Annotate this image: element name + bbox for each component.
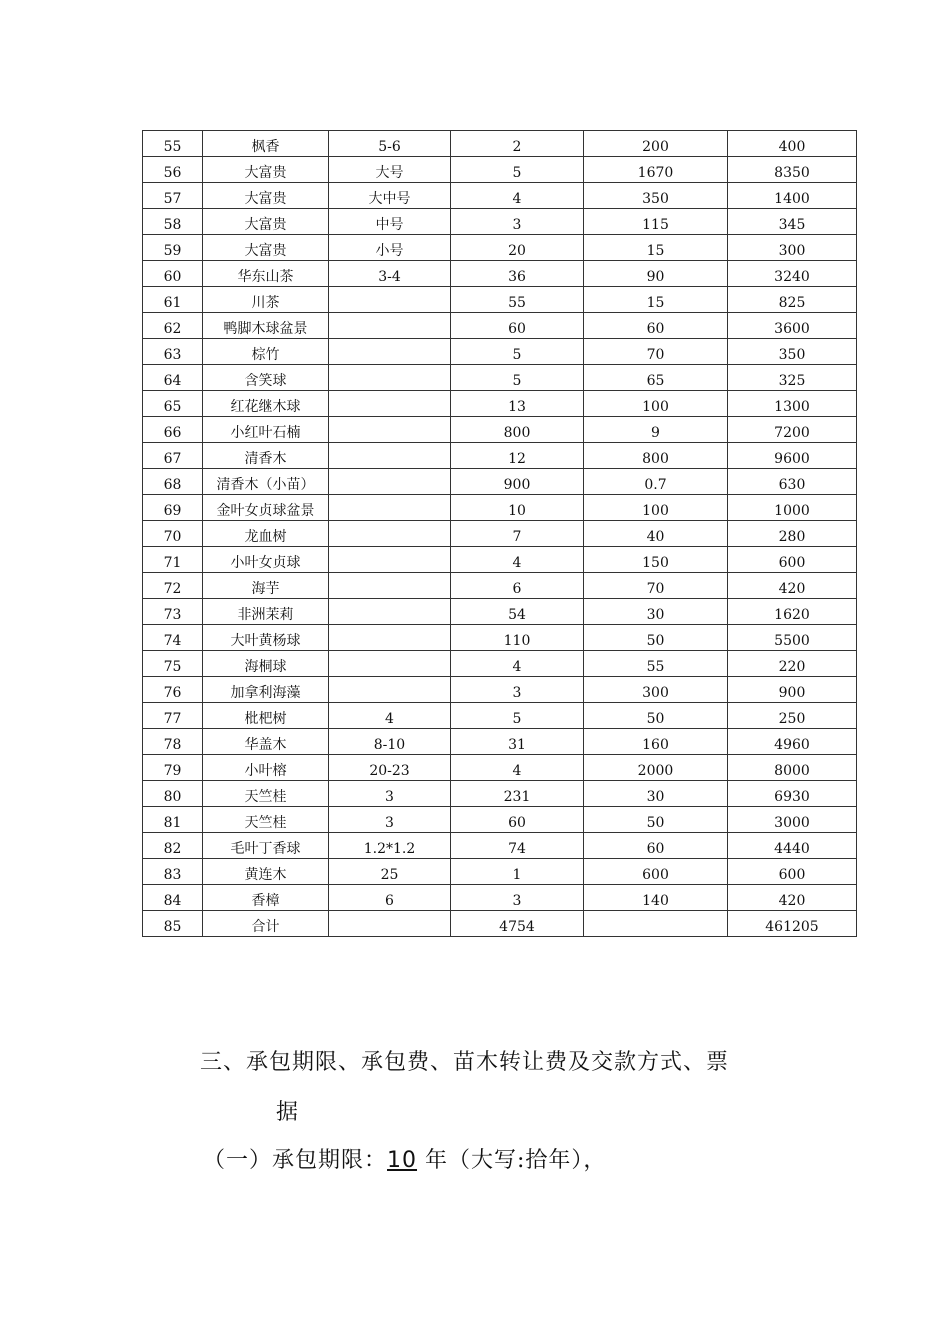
row-number-cell: 69 <box>143 495 203 521</box>
row-number-cell: 70 <box>143 521 203 547</box>
unit-price-cell: 90 <box>584 261 728 287</box>
unit-price-cell: 115 <box>584 209 728 235</box>
clause-prefix: （一）承包期限： <box>203 1148 388 1173</box>
unit-price-cell: 15 <box>584 235 728 261</box>
spec-cell <box>329 495 451 521</box>
plant-name-cell: 非洲茉莉 <box>203 599 329 625</box>
row-number-cell: 62 <box>143 313 203 339</box>
amount-cell: 600 <box>728 547 857 573</box>
table-row <box>143 625 857 651</box>
plant-name-cell: 鸭脚木球盆景 <box>203 313 329 339</box>
quantity-cell: 20 <box>451 235 584 261</box>
plant-name-cell: 枇杷树 <box>203 703 329 729</box>
table-row <box>143 469 857 495</box>
amount-cell: 420 <box>728 885 857 911</box>
unit-price-cell: 150 <box>584 547 728 573</box>
row-number-cell: 80 <box>143 781 203 807</box>
section-heading: 三、承包期限、承包费、苗木转让费及交款方式、票 <box>200 1050 730 1075</box>
table-row <box>143 885 857 911</box>
plant-name-cell: 大富贵 <box>203 235 329 261</box>
table-row <box>143 157 857 183</box>
quantity-cell: 7 <box>451 521 584 547</box>
unit-price-cell: 9 <box>584 417 728 443</box>
plant-name-cell: 大富贵 <box>203 209 329 235</box>
quantity-cell: 4 <box>451 755 584 781</box>
amount-cell: 825 <box>728 287 857 313</box>
row-number-cell: 82 <box>143 833 203 859</box>
spec-cell <box>329 911 451 937</box>
row-number-cell: 78 <box>143 729 203 755</box>
spec-cell: 4 <box>329 703 451 729</box>
table-row <box>143 131 857 157</box>
row-number-cell: 77 <box>143 703 203 729</box>
quantity-cell: 110 <box>451 625 584 651</box>
row-number-cell: 55 <box>143 131 203 157</box>
quantity-cell: 1 <box>451 859 584 885</box>
row-number-cell: 63 <box>143 339 203 365</box>
row-number-cell: 56 <box>143 157 203 183</box>
spec-cell: 5-6 <box>329 131 451 157</box>
amount-cell: 900 <box>728 677 857 703</box>
row-number-cell: 57 <box>143 183 203 209</box>
plant-name-cell: 金叶女贞球盆景 <box>203 495 329 521</box>
quantity-cell: 2 <box>451 131 584 157</box>
table-row <box>143 339 857 365</box>
amount-cell: 3240 <box>728 261 857 287</box>
spec-cell <box>329 547 451 573</box>
table-row <box>143 859 857 885</box>
amount-cell: 1300 <box>728 391 857 417</box>
quantity-cell: 900 <box>451 469 584 495</box>
plant-name-cell: 海桐球 <box>203 651 329 677</box>
unit-price-cell: 40 <box>584 521 728 547</box>
plant-name-cell: 毛叶丁香球 <box>203 833 329 859</box>
unit-price-cell: 70 <box>584 339 728 365</box>
amount-cell: 8350 <box>728 157 857 183</box>
plant-name-cell: 华盖木 <box>203 729 329 755</box>
unit-price-cell: 65 <box>584 365 728 391</box>
plant-name-cell: 加拿利海藻 <box>203 677 329 703</box>
contract-term-years: 10 <box>387 1148 418 1173</box>
spec-cell <box>329 469 451 495</box>
plant-name-cell: 枫香 <box>203 131 329 157</box>
quantity-cell: 5 <box>451 703 584 729</box>
unit-price-cell: 50 <box>584 703 728 729</box>
table-row <box>143 287 857 313</box>
plant-name-cell: 华东山茶 <box>203 261 329 287</box>
unit-price-cell: 15 <box>584 287 728 313</box>
unit-price-cell: 600 <box>584 859 728 885</box>
unit-price-cell: 55 <box>584 651 728 677</box>
plant-name-cell: 红花继木球 <box>203 391 329 417</box>
row-number-cell: 59 <box>143 235 203 261</box>
row-number-cell: 79 <box>143 755 203 781</box>
row-number-cell: 83 <box>143 859 203 885</box>
plant-name-cell: 大叶黄杨球 <box>203 625 329 651</box>
unit-price-cell: 100 <box>584 495 728 521</box>
contract-term-clause <box>203 1143 606 1174</box>
spec-cell: 1.2*1.2 <box>329 833 451 859</box>
unit-price-cell: 160 <box>584 729 728 755</box>
unit-price-cell <box>584 911 728 937</box>
unit-price-cell: 100 <box>584 391 728 417</box>
spec-cell <box>329 365 451 391</box>
quantity-cell: 31 <box>451 729 584 755</box>
quantity-cell: 12 <box>451 443 584 469</box>
row-number-cell: 71 <box>143 547 203 573</box>
amount-cell: 420 <box>728 573 857 599</box>
spec-cell <box>329 417 451 443</box>
plant-name-cell: 棕竹 <box>203 339 329 365</box>
row-number-cell: 68 <box>143 469 203 495</box>
amount-cell: 7200 <box>728 417 857 443</box>
section-heading-continuation: 据 <box>276 1100 299 1125</box>
quantity-cell: 60 <box>451 313 584 339</box>
plant-name-cell: 天竺桂 <box>203 807 329 833</box>
unit-price-cell: 2000 <box>584 755 728 781</box>
amount-cell: 350 <box>728 339 857 365</box>
table-row <box>143 313 857 339</box>
quantity-cell: 3 <box>451 885 584 911</box>
table-row <box>143 495 857 521</box>
quantity-cell: 13 <box>451 391 584 417</box>
table-row <box>143 521 857 547</box>
amount-cell: 630 <box>728 469 857 495</box>
quantity-cell: 36 <box>451 261 584 287</box>
quantity-cell: 4 <box>451 183 584 209</box>
spec-cell <box>329 651 451 677</box>
plant-name-cell: 大富贵 <box>203 157 329 183</box>
plant-name-cell: 小叶榕 <box>203 755 329 781</box>
spec-cell: 3 <box>329 781 451 807</box>
unit-price-cell: 50 <box>584 807 728 833</box>
amount-cell: 345 <box>728 209 857 235</box>
row-number-cell: 65 <box>143 391 203 417</box>
table-row <box>143 677 857 703</box>
unit-price-cell: 300 <box>584 677 728 703</box>
table-row <box>143 703 857 729</box>
quantity-cell: 6 <box>451 573 584 599</box>
quantity-cell: 10 <box>451 495 584 521</box>
row-number-cell: 76 <box>143 677 203 703</box>
plant-name-cell: 香樟 <box>203 885 329 911</box>
amount-cell: 250 <box>728 703 857 729</box>
unit-price-cell: 350 <box>584 183 728 209</box>
table-row <box>143 391 857 417</box>
clause-suffix: 年（大写:拾年）， <box>417 1148 607 1173</box>
row-number-cell: 85 <box>143 911 203 937</box>
plant-name-cell: 小红叶石楠 <box>203 417 329 443</box>
amount-cell: 3000 <box>728 807 857 833</box>
amount-cell: 600 <box>728 859 857 885</box>
unit-price-cell: 30 <box>584 781 728 807</box>
table-row <box>143 443 857 469</box>
quantity-cell: 55 <box>451 287 584 313</box>
row-number-cell: 61 <box>143 287 203 313</box>
spec-cell: 8-10 <box>329 729 451 755</box>
table-row <box>143 261 857 287</box>
amount-cell: 325 <box>728 365 857 391</box>
amount-cell: 400 <box>728 131 857 157</box>
spec-cell <box>329 443 451 469</box>
quantity-cell: 4754 <box>451 911 584 937</box>
amount-cell: 6930 <box>728 781 857 807</box>
table-row <box>143 781 857 807</box>
quantity-cell: 54 <box>451 599 584 625</box>
amount-cell: 1400 <box>728 183 857 209</box>
quantity-cell: 60 <box>451 807 584 833</box>
row-number-cell: 84 <box>143 885 203 911</box>
unit-price-cell: 50 <box>584 625 728 651</box>
amount-cell: 300 <box>728 235 857 261</box>
spec-cell <box>329 391 451 417</box>
amount-cell: 5500 <box>728 625 857 651</box>
spec-cell <box>329 599 451 625</box>
quantity-cell: 4 <box>451 547 584 573</box>
row-number-cell: 64 <box>143 365 203 391</box>
plant-name-cell: 清香木 <box>203 443 329 469</box>
spec-cell <box>329 625 451 651</box>
unit-price-cell: 60 <box>584 313 728 339</box>
table-row <box>143 651 857 677</box>
amount-cell: 220 <box>728 651 857 677</box>
row-number-cell: 81 <box>143 807 203 833</box>
spec-cell: 6 <box>329 885 451 911</box>
plant-name-cell: 小叶女贞球 <box>203 547 329 573</box>
amount-cell: 1000 <box>728 495 857 521</box>
spec-cell: 3-4 <box>329 261 451 287</box>
unit-price-cell: 70 <box>584 573 728 599</box>
table-row <box>143 417 857 443</box>
quantity-cell: 800 <box>451 417 584 443</box>
amount-cell: 1620 <box>728 599 857 625</box>
quantity-cell: 3 <box>451 677 584 703</box>
unit-price-cell: 200 <box>584 131 728 157</box>
quantity-cell: 4 <box>451 651 584 677</box>
spec-cell: 小号 <box>329 235 451 261</box>
spec-cell: 3 <box>329 807 451 833</box>
spec-cell: 25 <box>329 859 451 885</box>
spec-cell: 20-23 <box>329 755 451 781</box>
row-number-cell: 67 <box>143 443 203 469</box>
row-number-cell: 74 <box>143 625 203 651</box>
spec-cell: 中号 <box>329 209 451 235</box>
row-number-cell: 75 <box>143 651 203 677</box>
quantity-cell: 231 <box>451 781 584 807</box>
plant-name-cell: 含笑球 <box>203 365 329 391</box>
plant-name-cell: 黄连木 <box>203 859 329 885</box>
table-row <box>143 209 857 235</box>
table-row <box>143 755 857 781</box>
amount-cell: 3600 <box>728 313 857 339</box>
table-row <box>143 807 857 833</box>
quantity-cell: 5 <box>451 365 584 391</box>
table-row <box>143 573 857 599</box>
table-row <box>143 729 857 755</box>
spec-cell <box>329 339 451 365</box>
plant-name-cell: 大富贵 <box>203 183 329 209</box>
spec-cell <box>329 573 451 599</box>
row-number-cell: 73 <box>143 599 203 625</box>
spec-cell <box>329 677 451 703</box>
amount-cell: 461205 <box>728 911 857 937</box>
amount-cell: 9600 <box>728 443 857 469</box>
quantity-cell: 5 <box>451 339 584 365</box>
table-row <box>143 833 857 859</box>
quantity-cell: 74 <box>451 833 584 859</box>
table-row <box>143 183 857 209</box>
plant-list-table <box>142 130 857 937</box>
table-row <box>143 599 857 625</box>
row-number-cell: 60 <box>143 261 203 287</box>
unit-price-cell: 140 <box>584 885 728 911</box>
table-row <box>143 235 857 261</box>
amount-cell: 4440 <box>728 833 857 859</box>
unit-price-cell: 1670 <box>584 157 728 183</box>
unit-price-cell: 0.7 <box>584 469 728 495</box>
row-number-cell: 58 <box>143 209 203 235</box>
plant-name-cell: 海芋 <box>203 573 329 599</box>
plant-name-cell: 天竺桂 <box>203 781 329 807</box>
amount-cell: 8000 <box>728 755 857 781</box>
unit-price-cell: 60 <box>584 833 728 859</box>
spec-cell <box>329 287 451 313</box>
table-row <box>143 365 857 391</box>
table-body <box>143 131 857 937</box>
spec-cell: 大号 <box>329 157 451 183</box>
plant-name-cell: 清香木（小苗） <box>203 469 329 495</box>
row-number-cell: 72 <box>143 573 203 599</box>
unit-price-cell: 800 <box>584 443 728 469</box>
spec-cell: 大中号 <box>329 183 451 209</box>
table-row <box>143 911 857 937</box>
spec-cell <box>329 313 451 339</box>
unit-price-cell: 30 <box>584 599 728 625</box>
quantity-cell: 5 <box>451 157 584 183</box>
quantity-cell: 3 <box>451 209 584 235</box>
spec-cell <box>329 521 451 547</box>
amount-cell: 4960 <box>728 729 857 755</box>
plant-name-cell: 川茶 <box>203 287 329 313</box>
plant-name-cell: 合计 <box>203 911 329 937</box>
plant-name-cell: 龙血树 <box>203 521 329 547</box>
table-row <box>143 547 857 573</box>
row-number-cell: 66 <box>143 417 203 443</box>
amount-cell: 280 <box>728 521 857 547</box>
